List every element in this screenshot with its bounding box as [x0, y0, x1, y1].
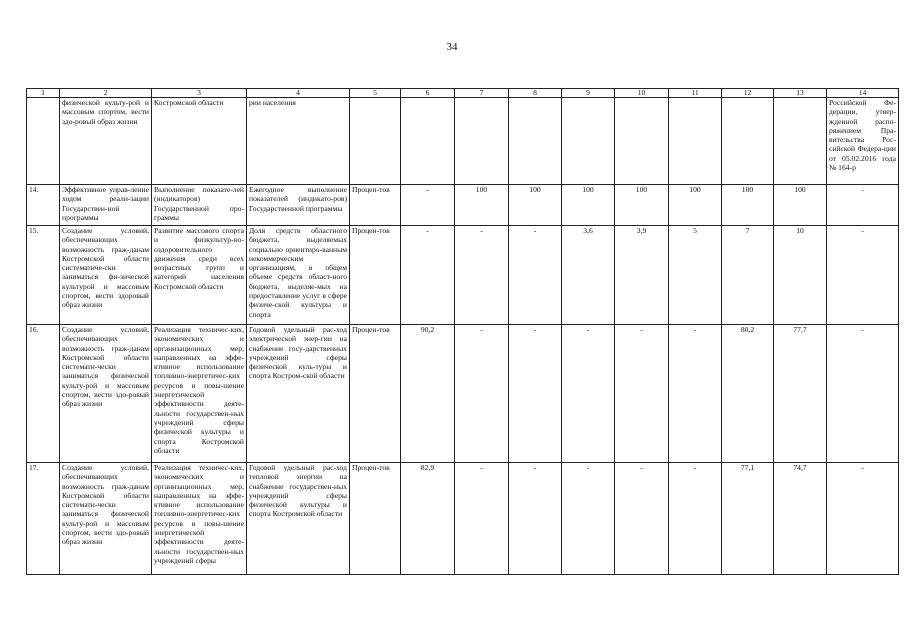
unit-cell: Процен-тов [350, 185, 401, 226]
table-row [27, 463, 899, 575]
value-cell: 3,6 [562, 226, 615, 325]
header-cell: 5 [350, 89, 401, 98]
value-cell: - [509, 325, 562, 463]
value-cell: - [509, 226, 562, 325]
value-cell: 77,1 [722, 463, 774, 575]
header-cell: 6 [401, 89, 455, 98]
goal-cell: физической культу-рой и массовым спортом, вести здо-ровый образ жизни [60, 98, 152, 185]
value-cell [509, 98, 562, 185]
header-cell: 9 [562, 89, 615, 98]
row-number-cell: 14. [27, 185, 60, 226]
value-cell: 100 [455, 185, 509, 226]
row-number-cell [27, 98, 60, 185]
table-header-row [27, 89, 899, 98]
value-cell: 100 [669, 185, 722, 226]
value-cell: 82,9 [401, 463, 455, 575]
table-row [27, 226, 899, 325]
value-cell: - [615, 325, 669, 463]
unit-cell: Процен-тов [350, 226, 401, 325]
goal-cell: Создание условий, обеспечивающих возможность граж-данам Костромской области систематиче-ски заниматься фи-зической культурой и массовым спортом, вести здоровый образ жизни [60, 226, 152, 325]
value-cell [562, 98, 615, 185]
indicator-cell: рии населения [247, 98, 350, 185]
source-cell: Российской Фе-дерации, утвер-жденной распо-ряжением Пра-вительства Рос-сийской Федера-ции от 05.02.2016 года № 164-р [827, 98, 899, 185]
goal-cell: Эффективное управ-ление ходом реали-зации Государствен-ной программы [60, 185, 152, 226]
indicator-cell: Годовой удельный рас-ход электрической энер-гии на снабжение госу-дарственных учреждений сферы физической куль-туры и спорта Костром-ской области [247, 325, 350, 463]
table-row [27, 325, 899, 463]
value-cell: - [455, 463, 509, 575]
unit-cell [350, 98, 401, 185]
indicator-cell: Доля средств областного бюджета, выделяемых социально ориентиро-ванным некоммерческим организациям, в общем объеме средств област-ного бюджета, выделяе-мых на предоставление услуг в сфере физиче-ской культуры и спорта [247, 226, 350, 325]
indicators-table [26, 88, 899, 575]
value-cell [669, 98, 722, 185]
value-cell: 80,2 [722, 325, 774, 463]
page-number: 34 [446, 41, 458, 53]
value-cell: - [401, 185, 455, 226]
indicator-cell: Ежегодное выполнение показателей (индикато-ров) Государственной программы [247, 185, 350, 226]
header-cell: 14 [827, 89, 899, 98]
value-cell: - [562, 463, 615, 575]
source-cell: - [827, 226, 899, 325]
row-number-cell: 15. [27, 226, 60, 325]
value-cell: 3,9 [615, 226, 669, 325]
header-cell: 2 [60, 89, 152, 98]
value-cell: 90,2 [401, 325, 455, 463]
value-cell: 100 [722, 185, 774, 226]
header-cell: 12 [722, 89, 774, 98]
table-row [27, 185, 899, 226]
header-cell: 8 [509, 89, 562, 98]
value-cell: 100 [774, 185, 827, 226]
source-cell: - [827, 325, 899, 463]
row-number-cell: 16. [27, 325, 60, 463]
value-cell: - [669, 325, 722, 463]
unit-cell: Процен-тов [350, 463, 401, 575]
goal-cell: Создание условий, обеспечивающих возможность граж-данам Костромской области системати-чески заниматься физической культу-рой и массовым спортом, вести здо-ровый образ жизни [60, 463, 152, 575]
value-cell: - [562, 325, 615, 463]
unit-cell: Процен-тов [350, 325, 401, 463]
value-cell: 5 [669, 226, 722, 325]
indicator-cell: Годовой удельный рас-ход тепловой энергии на снабжение государствен-ных учреждений сферы физической культуры и спорта Костромской области [247, 463, 350, 575]
value-cell [774, 98, 827, 185]
header-cell: 1 [27, 89, 60, 98]
value-cell: 77,7 [774, 325, 827, 463]
value-cell: 100 [509, 185, 562, 226]
header-cell: 3 [152, 89, 247, 98]
value-cell [615, 98, 669, 185]
value-cell: 74,7 [774, 463, 827, 575]
header-cell: 13 [774, 89, 827, 98]
value-cell: - [401, 226, 455, 325]
row-number-cell: 17. [27, 463, 60, 575]
source-cell: - [827, 463, 899, 575]
value-cell [401, 98, 455, 185]
task-cell: Реализация техничес-ких, экономических и организационных мер, направленных на эффе-ктивное использование топливно-энергетичес-ких ресурсов и повы-шение энергетической эффективности деяте-льности государствен-ных учреждений сферы [152, 463, 247, 575]
value-cell: - [455, 226, 509, 325]
header-cell: 4 [247, 89, 350, 98]
value-cell: - [509, 463, 562, 575]
source-cell: - [827, 185, 899, 226]
value-cell [722, 98, 774, 185]
task-cell: Реализация техничес-ких, экономических и организационных мер, направленных на эффе-ктивное использование топливно-энергетичес-ких ресурсов и повы-шение энергетической эффективности деяте-льности государствен-ных учреждений сферы физической культуры и спорта Костромской области [152, 325, 247, 463]
task-cell: Костромской области [152, 98, 247, 185]
header-cell: 7 [455, 89, 509, 98]
value-cell: - [455, 325, 509, 463]
value-cell: 100 [615, 185, 669, 226]
task-cell: Выполнение показате-лей (индикаторов) Государственной про-граммы [152, 185, 247, 226]
value-cell: 10 [774, 226, 827, 325]
value-cell: 100 [562, 185, 615, 226]
value-cell [455, 98, 509, 185]
header-cell: 10 [615, 89, 669, 98]
header-cell: 11 [669, 89, 722, 98]
value-cell: 7 [722, 226, 774, 325]
table-row [27, 98, 899, 185]
value-cell: - [669, 463, 722, 575]
value-cell: - [615, 463, 669, 575]
goal-cell: Создание условий, обеспечивающих возможность граж-данам Костромской области системати-чески заниматься физической культу-рой и массовым спортом, вести здо-ровый образ жизни [60, 325, 152, 463]
task-cell: Развитие массового спорта и физкультур-но-оздоровительного движения среди всех возрастных групп и категорий населения Костромской области [152, 226, 247, 325]
